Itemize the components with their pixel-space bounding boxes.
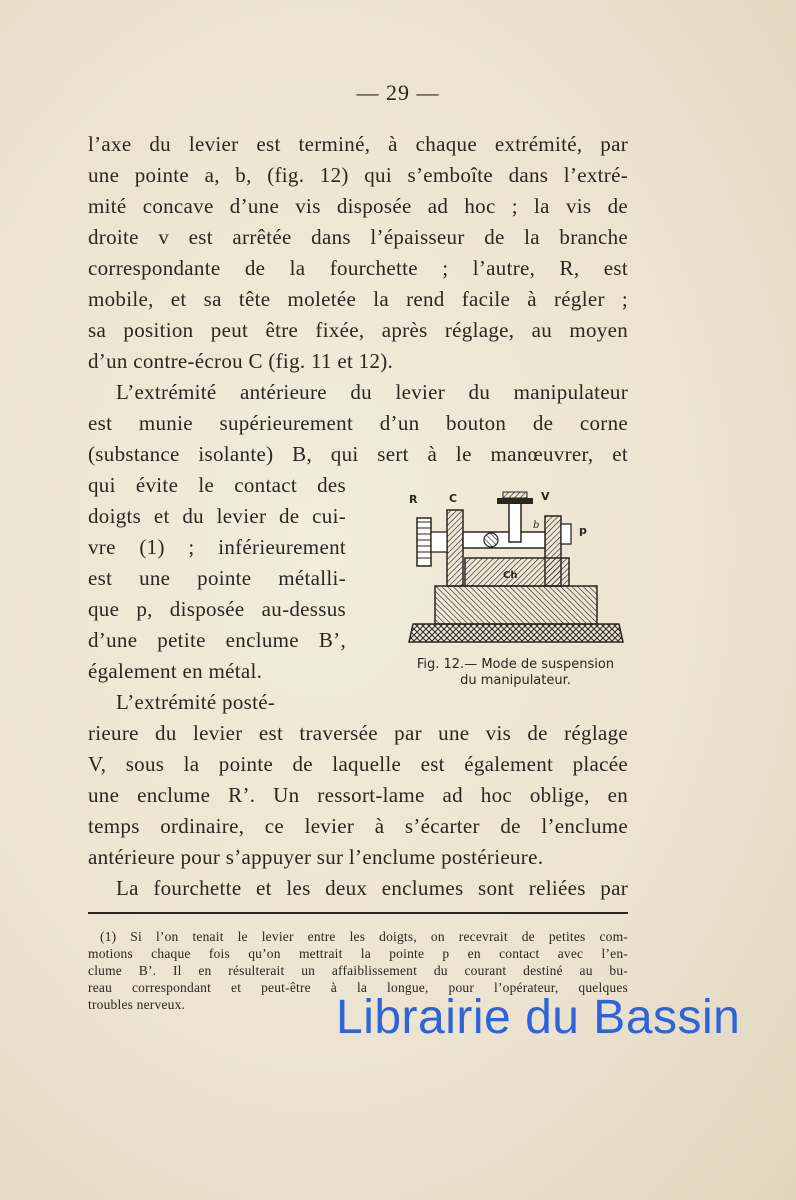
- text-line: antérieure pour s’appuyer sur l’enclume postérieure.: [88, 845, 544, 869]
- right-upright: [545, 516, 561, 586]
- page-number: — 29 —: [356, 80, 440, 105]
- text-line: doigts et du levier de cui-: [88, 504, 346, 528]
- text-line: La fourchette et les deux enclumes sont reliées par: [116, 876, 628, 900]
- text-line: une pointe a, b, (fig. 12) qui s’emboîte dans l’extré-: [88, 163, 628, 187]
- text-line: mité concave d’une vis disposée ad hoc ; la vis de: [88, 194, 628, 218]
- text-line: est une pointe métalli-: [88, 566, 346, 590]
- label-r: R: [409, 493, 418, 506]
- text-line: une enclume R’. Un ressort-lame ad hoc oblige, en: [88, 783, 628, 807]
- label-v: V: [541, 490, 550, 503]
- caption-line: du manipulateur.: [460, 673, 571, 688]
- knurled-screw: [417, 518, 431, 566]
- text-line: qui évite le contact des: [88, 473, 346, 497]
- text-line: L’extrémité antérieure du levier du manipulateur: [116, 380, 628, 404]
- lever: [463, 532, 545, 548]
- text-line: l’axe du levier est terminé, à chaque extrémité, par: [88, 132, 628, 156]
- text-line: vre (1) ; inférieurement: [88, 535, 346, 559]
- footnote-line: reau correspondant et peut-être à la longue, pour l’opérateur, quelques: [88, 980, 628, 995]
- text-line: droite v est arrêtée dans l’épaisseur de la branche: [88, 225, 628, 249]
- label-p: p: [579, 524, 587, 537]
- manipulator-figure: [405, 488, 627, 646]
- caption-line: Fig. 12.— Mode de suspension: [416, 657, 615, 672]
- socle: [435, 586, 597, 624]
- figure-caption: [398, 657, 633, 689]
- text-line: V, sous la pointe de laquelle est également placée: [88, 752, 628, 776]
- footnote-line: (1) Si l’on tenait le levier entre les doigts, on recevrait de petites com-: [100, 929, 628, 944]
- label-ch: Ch: [503, 570, 518, 581]
- text-line: est munie supérieurement d’un bouton de corne: [88, 411, 628, 435]
- label-b: b: [533, 520, 540, 531]
- text-line: d’un contre-écrou C (fig. 11 et 12).: [88, 349, 394, 373]
- text-line: rieure du levier est traversée par une vis de réglage: [88, 721, 628, 745]
- footnote-line: troubles nerveux.: [88, 997, 186, 1012]
- left-upright: [447, 510, 463, 586]
- text-line: temps ordinaire, ce levier à s’écarter de l’enclume: [88, 814, 628, 838]
- text-line: correspondante de la fourchette ; l’autre, R, est: [88, 256, 628, 280]
- text-line: (substance isolante) B, qui sert à le manœuvrer, et: [88, 442, 628, 466]
- text-line: mobile, et sa tête moletée la rend facile à régler ;: [88, 287, 628, 311]
- text-line: d’une petite enclume B’,: [88, 628, 346, 652]
- text-line: que p, disposée au-dessus: [88, 597, 346, 621]
- adjusting-screw-v: [509, 502, 521, 542]
- watermark: Librairie du Bassin: [336, 991, 741, 1044]
- footnote-rule: [88, 912, 628, 914]
- text-line: également en métal.: [88, 659, 263, 683]
- footnote-line: clume B’. Il en résulterait un affaiblissement du courant destiné au bu-: [88, 963, 628, 978]
- footnote-line: motions chaque fois qu’on mettrait la pointe p en contact avec l’en-: [88, 946, 628, 961]
- base-slab: [409, 624, 623, 642]
- label-c: C: [449, 492, 458, 505]
- text-line: sa position peut être fixée, après réglage, au moyen: [88, 318, 628, 342]
- text-line: L’extrémité posté-: [116, 690, 276, 714]
